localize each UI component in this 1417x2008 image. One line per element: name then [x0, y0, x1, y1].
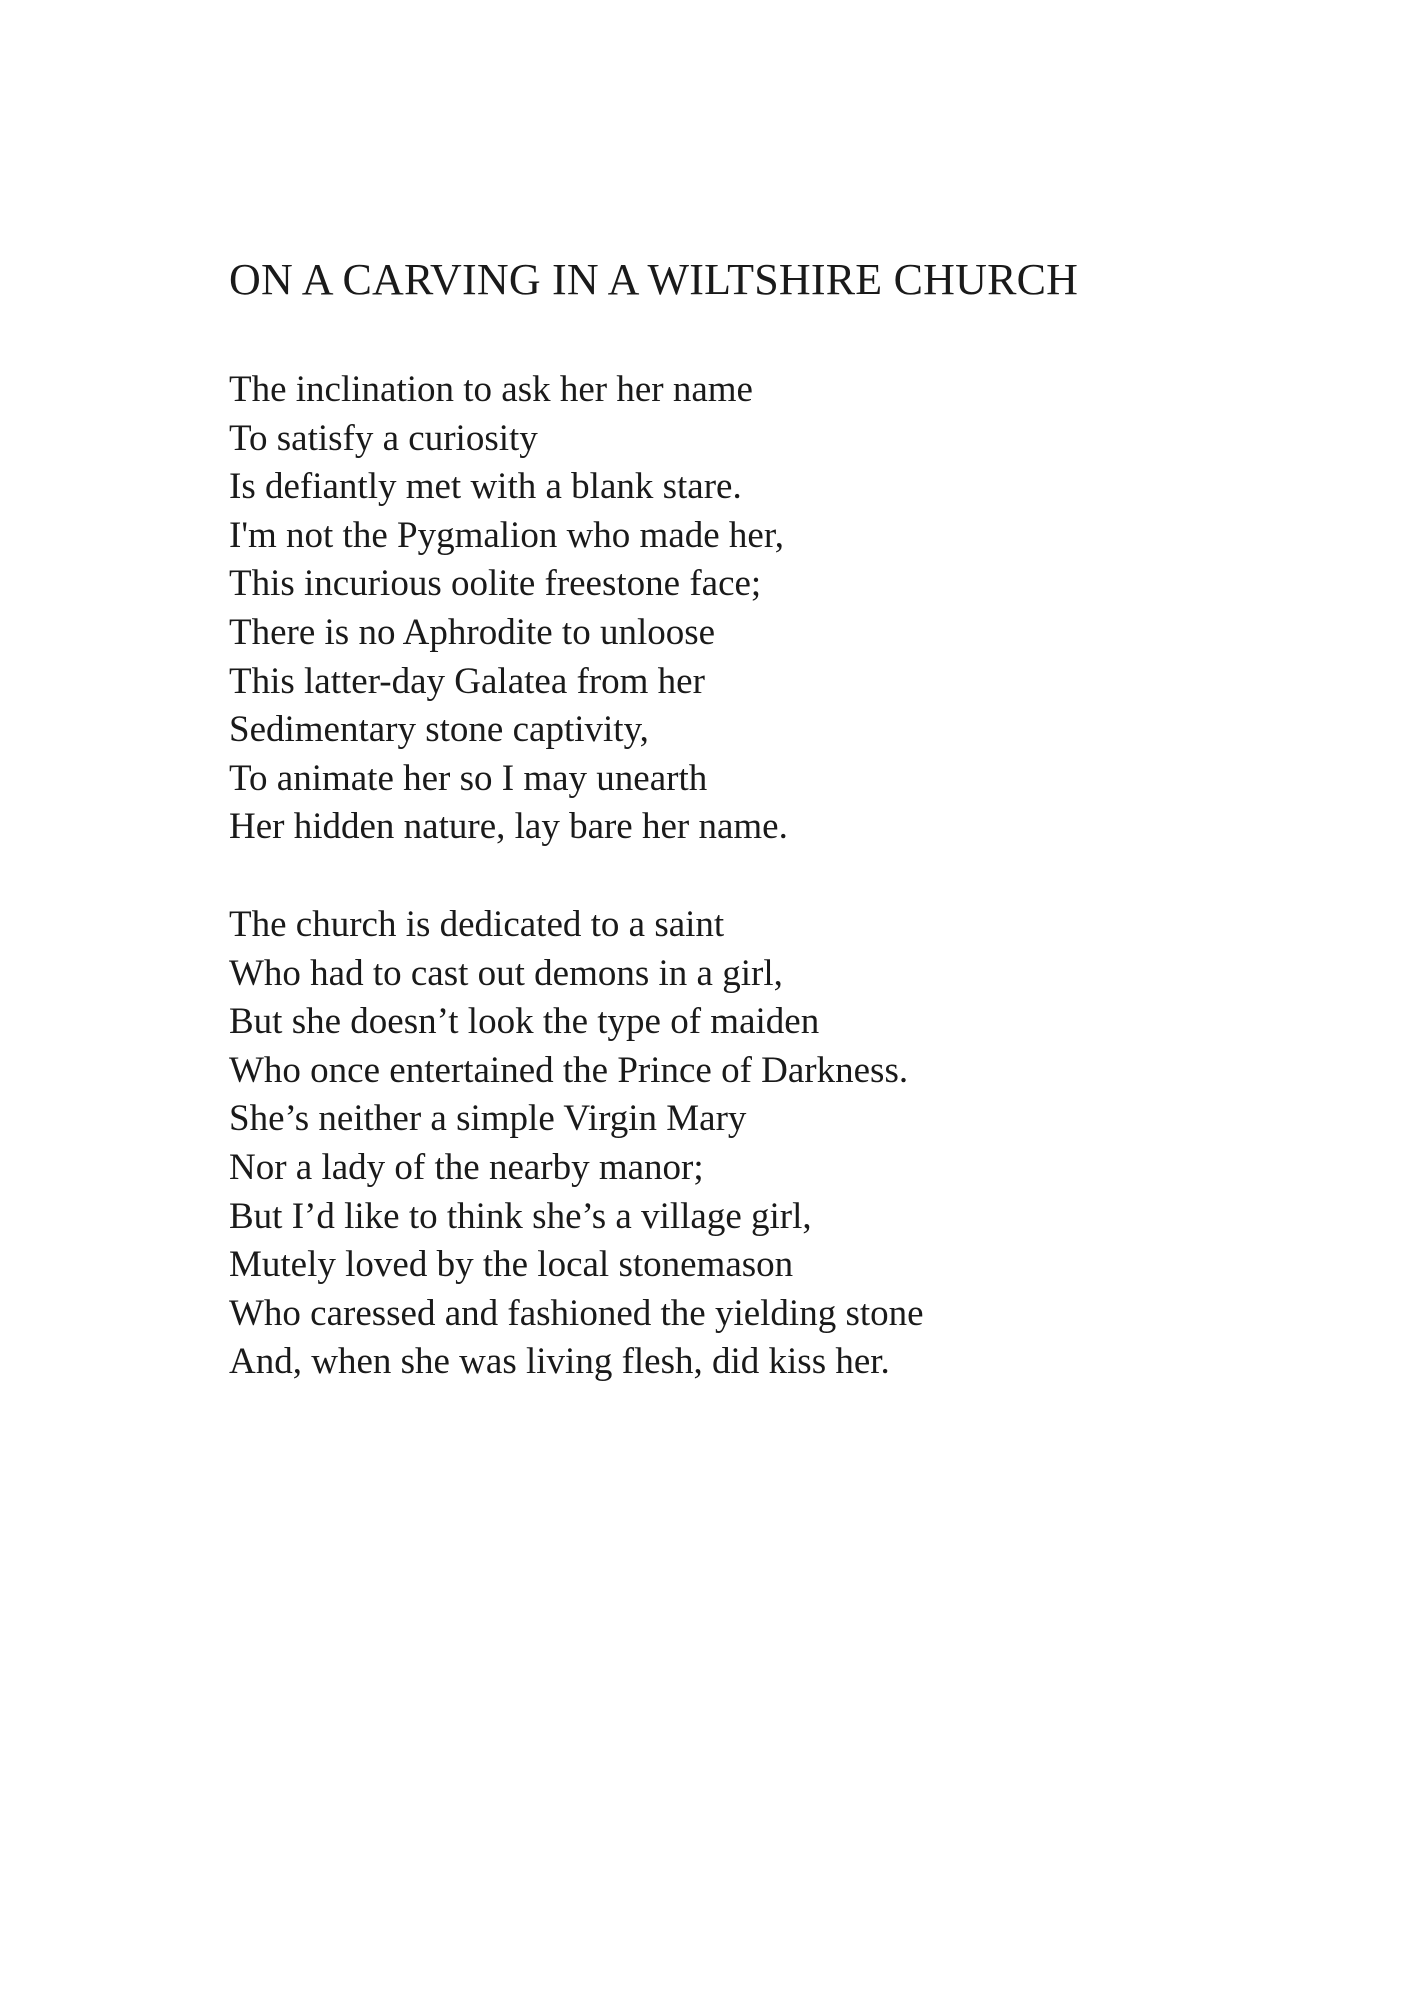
- poem-line: Who caressed and fashioned the yielding stone: [229, 1292, 924, 1334]
- poem-line: To animate her so I may unearth: [229, 757, 708, 799]
- poem-line: There is no Aphrodite to unloose: [229, 611, 716, 653]
- poem-title: ON A CARVING IN A WILTSHIRE CHURCH: [229, 255, 1079, 304]
- poem-line: Is defiantly met with a blank stare.: [229, 466, 742, 508]
- poem-line: She’s neither a simple Virgin Mary: [229, 1098, 747, 1140]
- poem-line: But I’d like to think she’s a village girl,: [229, 1195, 812, 1237]
- stanza-1: [229, 366, 788, 852]
- poem-line: Sedimentary stone captivity,: [229, 709, 649, 751]
- poem-line: The church is dedicated to a saint: [229, 904, 725, 945]
- poem-line: This incurious oolite freestone face;: [229, 563, 762, 605]
- poem-line: Who had to cast out demons in a girl,: [229, 952, 783, 994]
- poem-line: And, when she was living flesh, did kiss her.: [229, 1341, 890, 1383]
- poem-line: Nor a lady of the nearby manor;: [229, 1146, 704, 1188]
- poem-line: Mutely loved by the local stonemason: [229, 1244, 794, 1286]
- stanza-2: [229, 901, 924, 1387]
- poem-line: I'm not the Pygmalion who made her,: [229, 514, 784, 556]
- poem-line: Who once entertained the Prince of Darkness.: [229, 1049, 909, 1091]
- poem-line: This latter-day Galatea from her: [229, 660, 705, 702]
- poem-line: To satisfy a curiosity: [229, 417, 538, 459]
- poem-line: Her hidden nature, lay bare her name.: [229, 806, 788, 848]
- poem-line: The inclination to ask her her name: [229, 369, 753, 410]
- poem-line: But she doesn’t look the type of maiden: [229, 1001, 820, 1043]
